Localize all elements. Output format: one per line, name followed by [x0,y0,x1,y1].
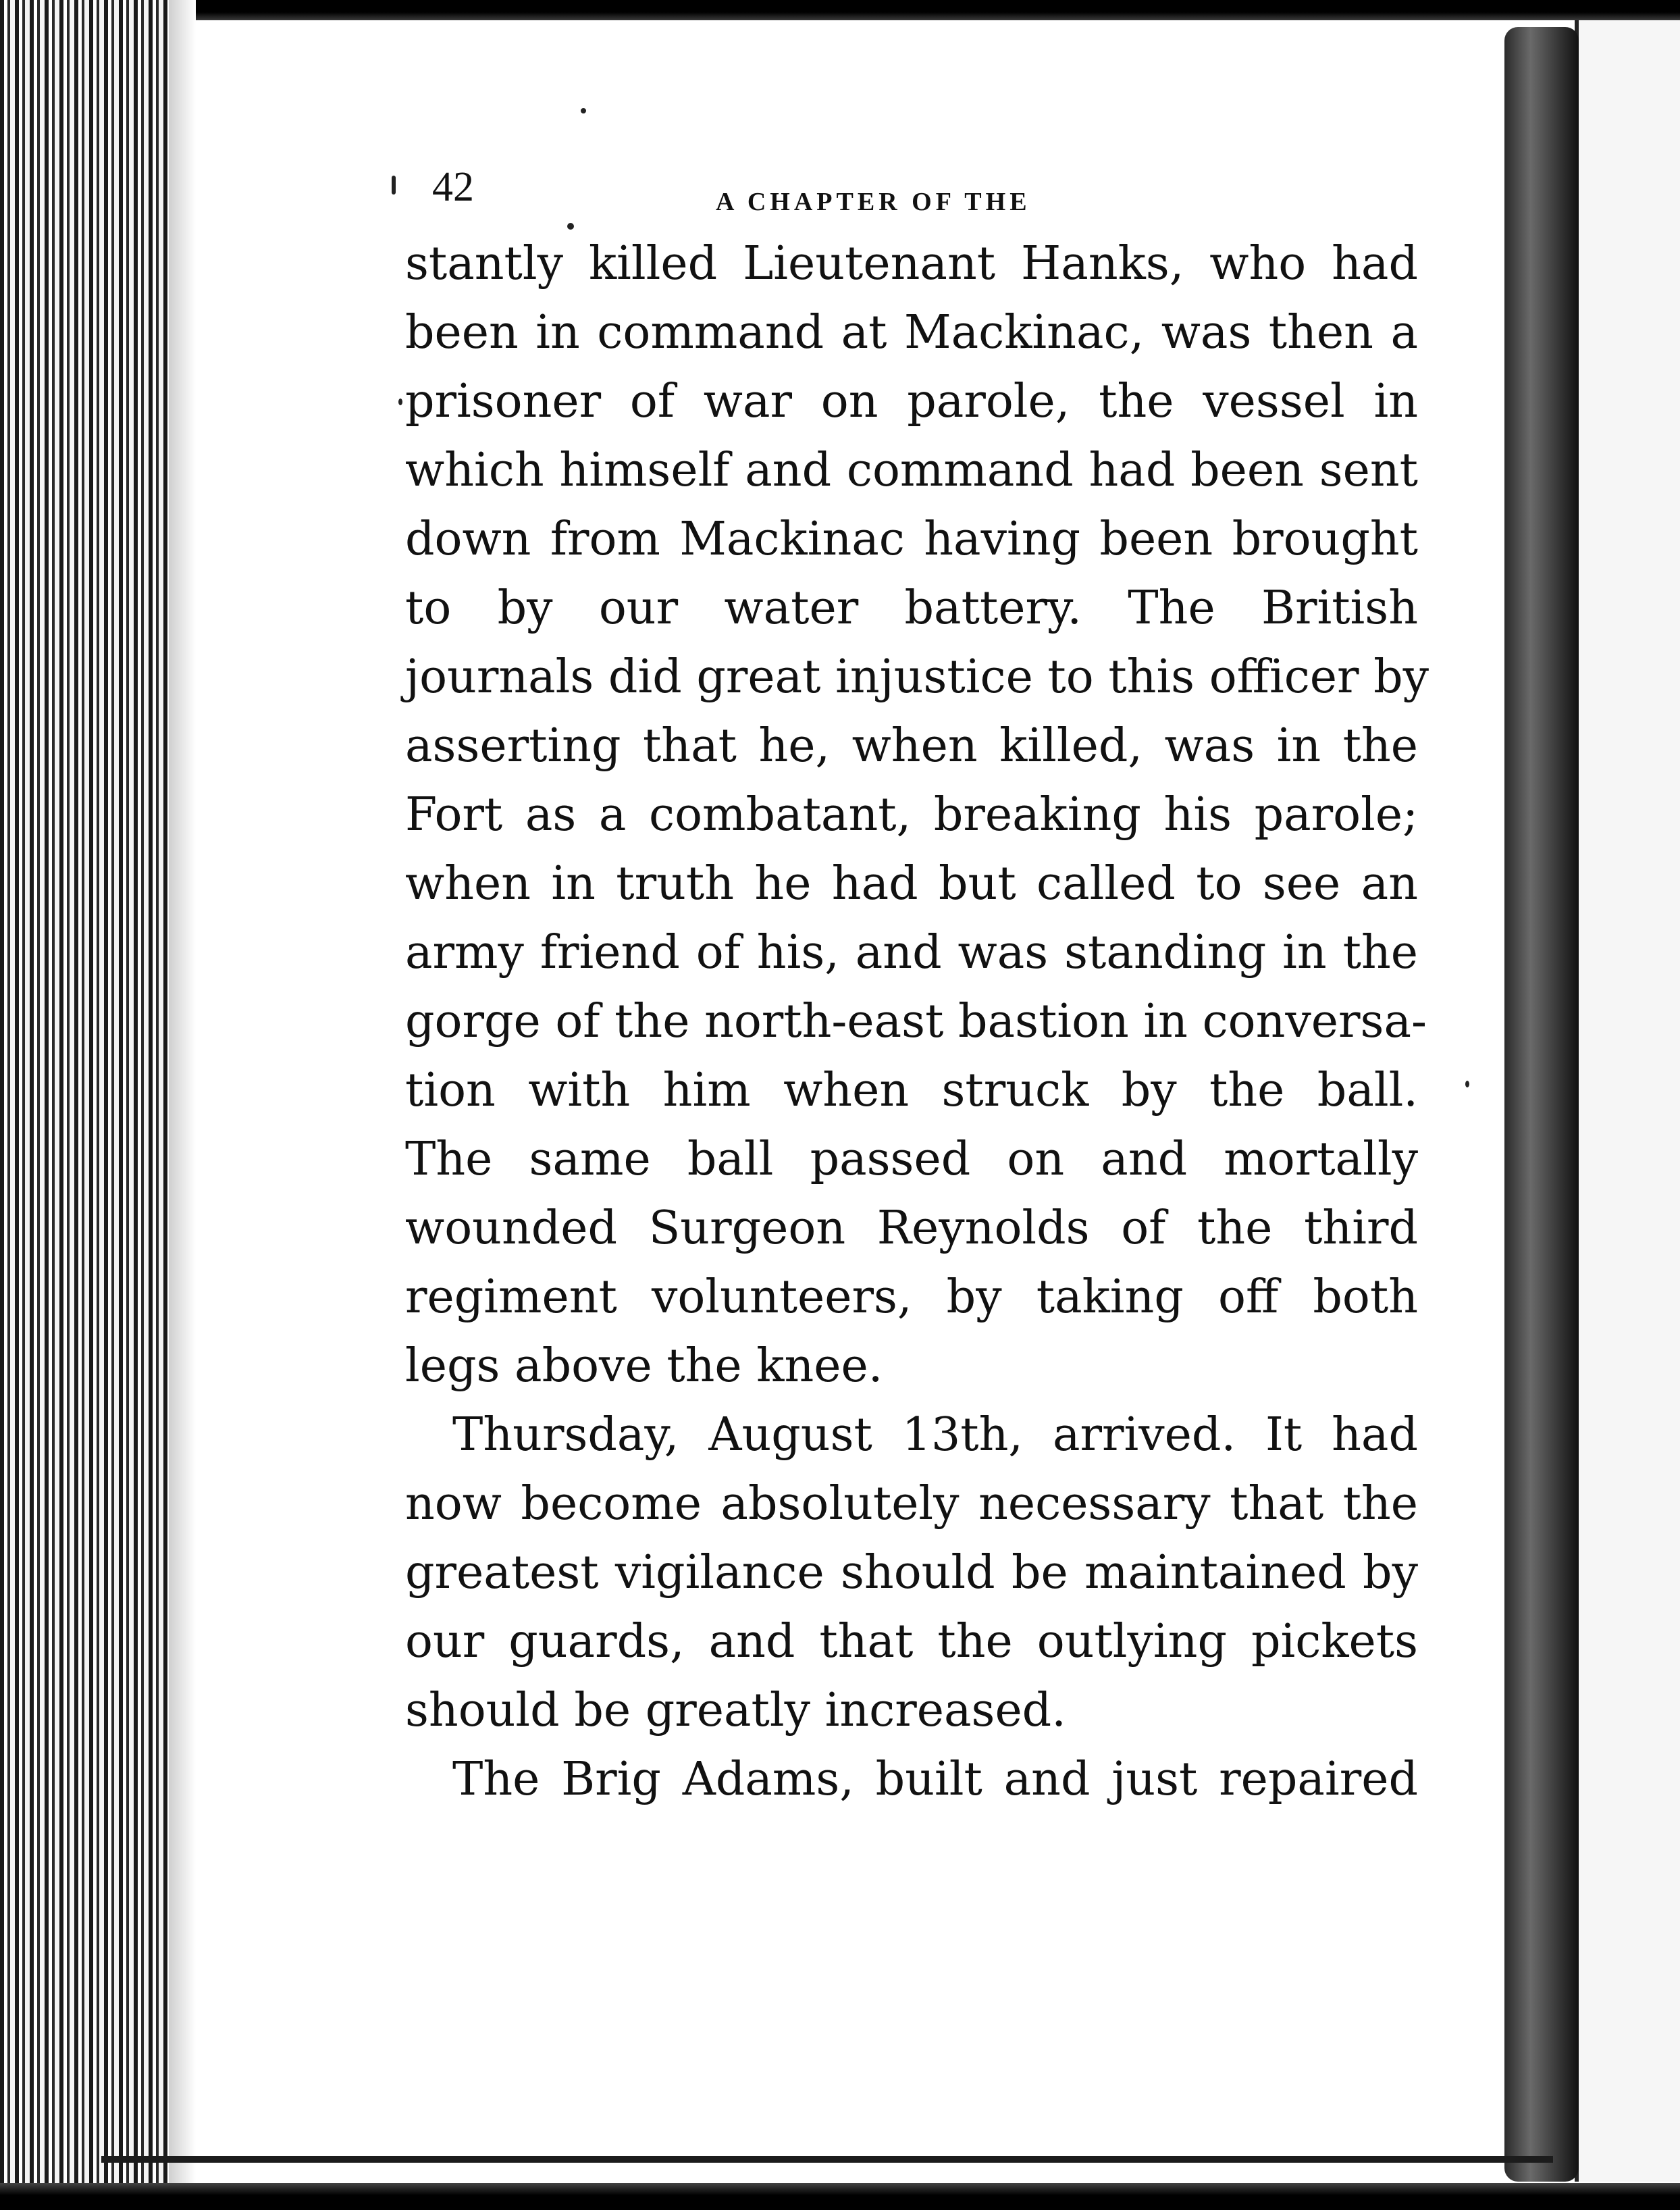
text-line: down from Mackinac having been brought [405,513,1418,566]
dust-speck [1465,1081,1469,1087]
text-line: asserting that he, when killed, was in the [405,719,1418,773]
text-line: now become absolutely necessary that the [405,1477,1418,1531]
text-line: should be greatly increased. [405,1684,1066,1737]
text-line: been in command at Mackinac, was then a [405,306,1418,359]
page-number: 42 [432,164,474,210]
facing-page-edge [1575,20,1680,2182]
book-gutter-shadow [1504,27,1579,2182]
text-line: to by our water battery. The British [405,582,1418,635]
text-line: prisoner of war on parole, the vessel in [405,375,1418,428]
text-line: The same ball passed on and mortally [405,1133,1418,1186]
text-line: journals did great injustice to this officer by [405,650,1429,704]
top-scan-border [0,0,1680,20]
text-line: wounded Surgeon Reynolds of the third [405,1202,1418,1255]
paragraph [405,1401,1418,1745]
paragraph [405,1745,1418,1814]
paragraph [405,230,1429,1401]
text-line: stantly killed Lieutenant Hanks, who had [405,237,1418,290]
bottom-scan-border [0,2183,1680,2210]
text-line: Thursday, August 13th, arrived. It had [452,1408,1418,1462]
text-line: army friend of his, and was standing in the [405,926,1418,979]
text-line: when in truth he had but called to see an [405,857,1418,910]
page-stack-edge [0,0,196,2210]
bottom-page-edge [101,2156,1553,2163]
running-head-title: A CHAPTER OF THE [716,188,1031,216]
text-line: The Brig Adams, built and just repaired [452,1753,1418,1806]
text-line: Fort as a combatant, breaking his parole; [405,788,1418,842]
text-line: which himself and command had been sent [405,444,1418,497]
text-line: our guards, and that the outlying pickets [405,1615,1418,1668]
text-line: greatest vigilance should be maintained by [405,1546,1418,1599]
dust-speck [581,108,586,113]
text-line: gorge of the north-east bastion in conversa- [405,995,1427,1048]
page-content [405,162,1429,1814]
text-line: regiment volunteers, by taking off both [405,1270,1418,1324]
dust-speck [392,176,396,195]
text-line: tion with him when struck by the ball. [405,1064,1418,1117]
dust-speck [398,399,402,405]
running-head [405,162,1418,230]
text-line: legs above the knee. [405,1339,883,1393]
